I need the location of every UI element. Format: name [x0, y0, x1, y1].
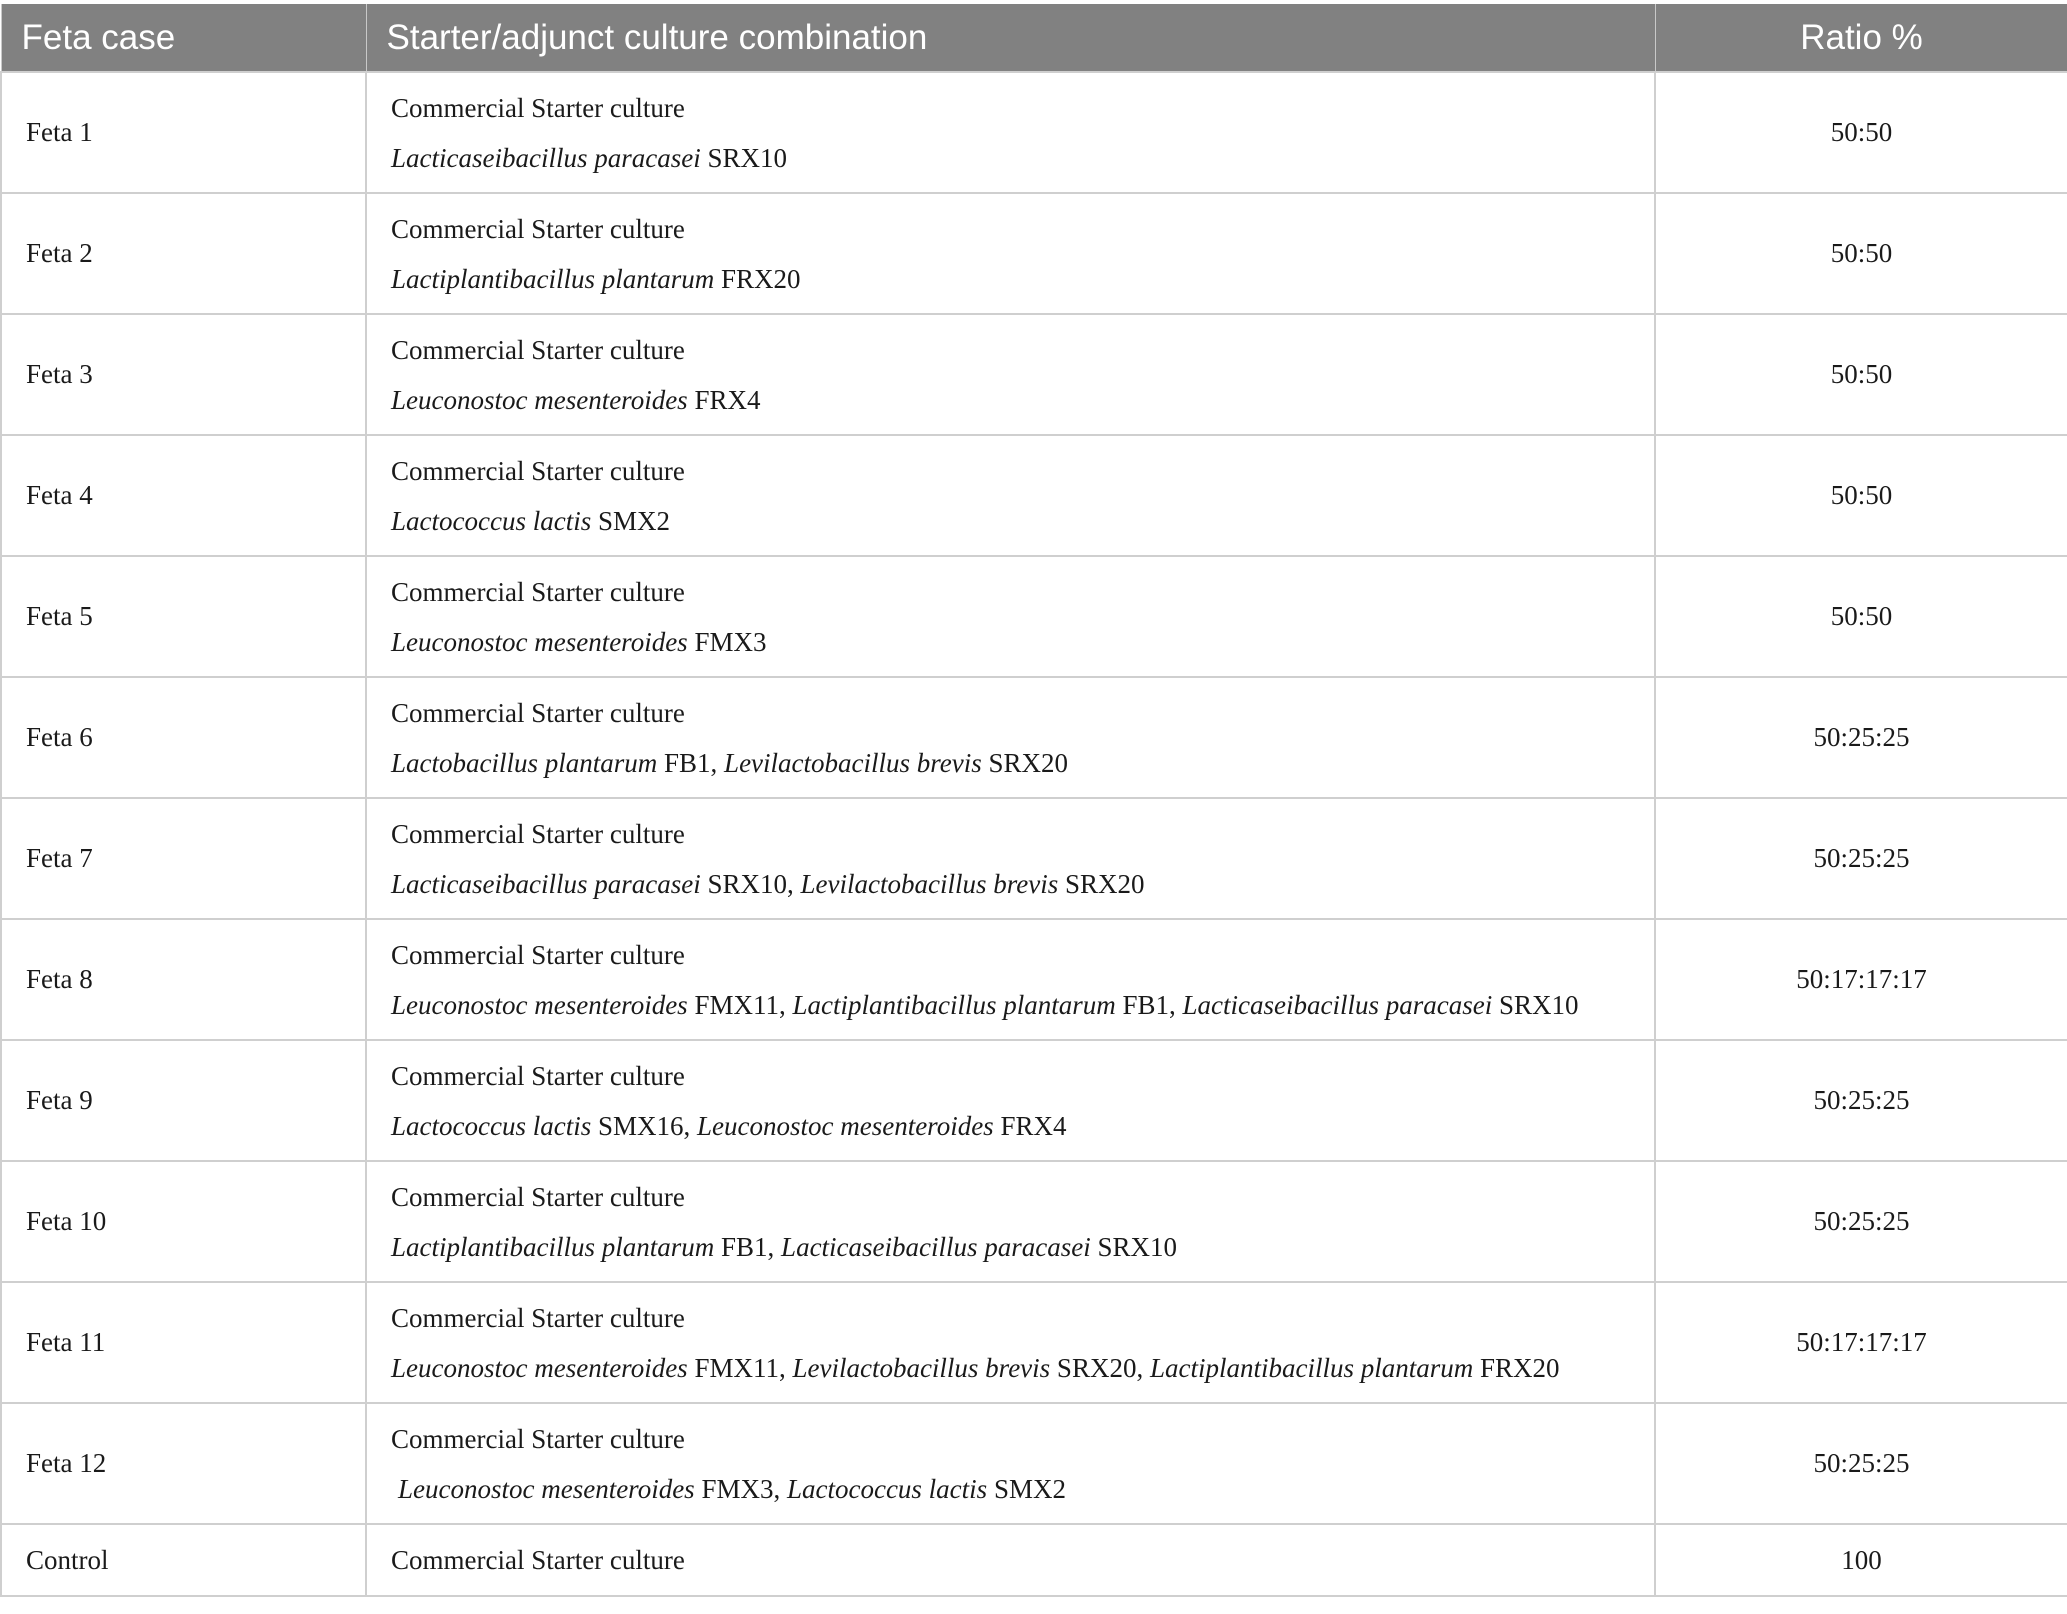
table-row — [1, 435, 2067, 556]
separator: , — [767, 1231, 782, 1262]
separator: , — [683, 1110, 697, 1141]
strain-code: FRX20 — [714, 263, 801, 294]
table-row — [1, 314, 2067, 435]
table-row — [1, 1161, 2067, 1282]
strain-code: SMX2 — [987, 1473, 1066, 1504]
header-combination: Starter/adjunct culture combination — [366, 4, 1655, 72]
culture-combination-cell — [366, 556, 1655, 677]
feta-case-cell: Control — [1, 1524, 366, 1596]
feta-case-cell: Feta 11 — [1, 1282, 366, 1403]
ratio-cell: 50:17:17:17 — [1655, 1282, 2067, 1403]
species-name: Levilactobacillus brevis — [800, 868, 1059, 899]
starter-culture-text: Commercial Starter culture — [391, 576, 685, 607]
strain-code: SRX10 — [700, 868, 787, 899]
ratio-cell: 50:50 — [1655, 435, 2067, 556]
adjunct-cultures-line — [391, 254, 1653, 304]
species-name: Lacticaseibacillus paracasei — [781, 1231, 1091, 1262]
table-row — [1, 1040, 2067, 1161]
species-name: Lacticaseibacillus paracasei — [1182, 989, 1493, 1020]
starter-culture-text: Commercial Starter culture — [391, 939, 685, 970]
ratio-cell: 50:50 — [1655, 193, 2067, 314]
table-row — [1, 677, 2067, 798]
strain-code: FB1 — [1115, 989, 1170, 1020]
adjunct-cultures-line — [391, 133, 1653, 183]
table-row — [1, 1282, 2067, 1403]
separator: , — [1169, 989, 1183, 1020]
species-name: Lacticaseibacillus paracasei — [391, 142, 701, 173]
separator: , — [778, 1352, 793, 1383]
species-name: Lacticaseibacillus paracasei — [391, 868, 701, 899]
feta-case-cell: Feta 2 — [1, 193, 366, 314]
strain-code: SMX16 — [591, 1110, 684, 1141]
table-row — [1, 556, 2067, 677]
starter-culture-text: Commercial Starter culture — [391, 1423, 685, 1454]
separator: , — [787, 868, 801, 899]
ratio-cell: 50:50 — [1655, 72, 2067, 193]
starter-culture-text: Commercial Starter culture — [391, 213, 685, 244]
ratio-cell: 50:25:25 — [1655, 1161, 2067, 1282]
adjunct-cultures-line — [391, 496, 1653, 546]
culture-combination-cell — [366, 435, 1655, 556]
ratio-cell: 50:25:25 — [1655, 798, 2067, 919]
species-name: Leuconostoc mesenteroides — [398, 1473, 695, 1504]
feta-case-cell: Feta 10 — [1, 1161, 366, 1282]
culture-combination-cell — [366, 798, 1655, 919]
strain-code: FB1 — [657, 747, 711, 778]
adjunct-cultures-line — [391, 375, 1653, 425]
culture-combination-cell — [366, 1282, 1655, 1403]
culture-combination-cell — [366, 677, 1655, 798]
strain-code: FMX3 — [687, 626, 767, 657]
table-row — [1, 1403, 2067, 1524]
species-name: Lactiplantibacillus plantarum — [391, 1231, 715, 1262]
header-feta-case: Feta case — [1, 4, 366, 72]
strain-code: SRX10 — [1090, 1231, 1178, 1262]
adjunct-cultures-line — [391, 738, 1653, 788]
adjunct-cultures-line — [391, 1343, 1653, 1393]
starter-culture-text: Commercial Starter culture — [391, 697, 685, 728]
species-name: Leuconostoc mesenteroides — [391, 384, 688, 415]
table-row — [1, 798, 2067, 919]
species-name: Lactobacillus plantarum — [391, 747, 658, 778]
ratio-cell: 50:17:17:17 — [1655, 919, 2067, 1040]
strain-code: FB1 — [714, 1231, 768, 1262]
adjunct-cultures-line — [391, 980, 1653, 1030]
culture-combination-cell — [366, 72, 1655, 193]
species-name: Lactiplantibacillus plantarum — [391, 263, 715, 294]
culture-combination-cell — [366, 1040, 1655, 1161]
strain-code: FRX20 — [1473, 1352, 1560, 1383]
strain-code: SRX10 — [700, 142, 787, 173]
ratio-cell: 100 — [1655, 1524, 2067, 1596]
table-row — [1, 193, 2067, 314]
starter-culture-text: Commercial Starter culture — [391, 1060, 685, 1091]
strain-code: SRX20 — [1058, 868, 1145, 899]
starter-culture-text: Commercial Starter culture — [391, 1181, 685, 1212]
starter-culture-text: Commercial Starter culture — [391, 818, 685, 849]
culture-combination-table — [0, 4, 2067, 1597]
separator: , — [778, 989, 793, 1020]
separator: , — [773, 1473, 787, 1504]
strain-code: FRX4 — [993, 1110, 1067, 1141]
strain-code: SRX20 — [981, 747, 1069, 778]
ratio-cell: 50:50 — [1655, 556, 2067, 677]
feta-case-cell: Feta 1 — [1, 72, 366, 193]
ratio-cell: 50:25:25 — [1655, 1403, 2067, 1524]
species-name: Leuconostoc mesenteroides — [391, 1352, 688, 1383]
ratio-cell: 50:25:25 — [1655, 677, 2067, 798]
feta-case-cell: Feta 3 — [1, 314, 366, 435]
species-name: Lactiplantibacillus plantarum — [1149, 1352, 1474, 1383]
feta-case-cell: Feta 9 — [1, 1040, 366, 1161]
starter-culture-text: Commercial Starter culture — [391, 92, 685, 123]
species-name: Lactococcus lactis — [391, 1110, 592, 1141]
adjunct-cultures-line — [391, 859, 1653, 909]
strain-code: FRX4 — [687, 384, 761, 415]
strain-code: SMX2 — [591, 505, 670, 536]
species-name: Levilactobacillus brevis — [792, 1352, 1051, 1383]
culture-combination-cell — [366, 1161, 1655, 1282]
culture-combination-cell — [366, 314, 1655, 435]
header-ratio: Ratio % — [1655, 4, 2067, 72]
starter-culture-text: Commercial Starter culture — [391, 334, 685, 365]
feta-case-cell: Feta 4 — [1, 435, 366, 556]
species-name: Leuconostoc mesenteroides — [697, 1110, 994, 1141]
table-header — [1, 4, 2067, 72]
strain-code: FMX11 — [687, 989, 779, 1020]
culture-combination-cell — [366, 193, 1655, 314]
adjunct-cultures-line — [391, 1101, 1653, 1151]
culture-combination-cell — [366, 1403, 1655, 1524]
table-body — [1, 72, 2067, 1596]
species-name: Lactococcus lactis — [786, 1473, 988, 1504]
adjunct-cultures-line — [391, 1464, 1653, 1514]
species-name: Lactiplantibacillus plantarum — [792, 989, 1116, 1020]
starter-culture-text: Commercial Starter culture — [391, 1545, 685, 1575]
species-name: Leuconostoc mesenteroides — [391, 626, 688, 657]
adjunct-cultures-line — [391, 1222, 1653, 1272]
species-name: Leuconostoc mesenteroides — [391, 989, 688, 1020]
table-row — [1, 1524, 2067, 1596]
starter-culture-text: Commercial Starter culture — [391, 455, 685, 486]
strain-code: FMX11 — [687, 1352, 779, 1383]
strain-code: SRX10 — [1492, 989, 1579, 1020]
table-row — [1, 919, 2067, 1040]
culture-combination-cell — [366, 919, 1655, 1040]
ratio-cell: 50:50 — [1655, 314, 2067, 435]
strain-code: FMX3 — [694, 1473, 774, 1504]
feta-case-cell: Feta 5 — [1, 556, 366, 677]
separator: , — [710, 747, 725, 778]
adjunct-cultures-line — [391, 617, 1653, 667]
strain-code: SRX20 — [1050, 1352, 1137, 1383]
feta-case-cell: Feta 6 — [1, 677, 366, 798]
ratio-cell: 50:25:25 — [1655, 1040, 2067, 1161]
feta-case-cell: Feta 12 — [1, 1403, 366, 1524]
feta-case-cell: Feta 8 — [1, 919, 366, 1040]
separator: , — [1136, 1352, 1150, 1383]
culture-combination-cell — [366, 1524, 1655, 1596]
table-row — [1, 72, 2067, 193]
species-name: Lactococcus lactis — [391, 505, 592, 536]
species-name: Levilactobacillus brevis — [724, 747, 982, 778]
feta-case-cell: Feta 7 — [1, 798, 366, 919]
starter-culture-text: Commercial Starter culture — [391, 1302, 685, 1333]
